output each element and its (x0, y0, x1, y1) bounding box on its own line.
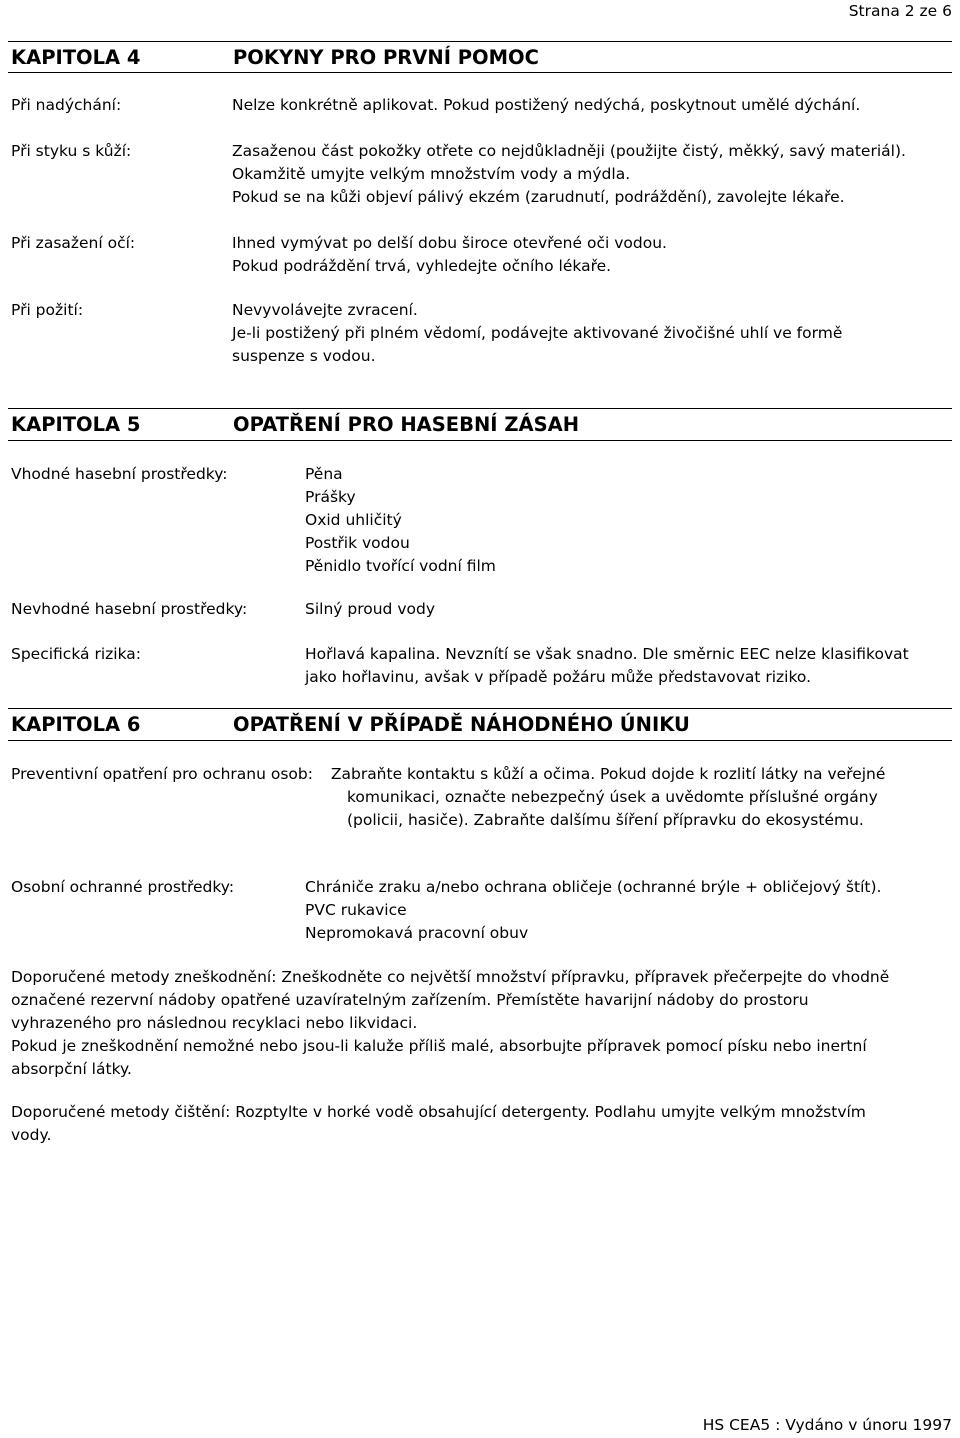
eye-contact-text: Ihned vymývat po delší dobu široce otevřené oči vodou. Pokud podráždění trvá, vyhledejte očního lékaře. (232, 234, 667, 275)
ingestion-text: Nevyvolávejte zvracení. Je-li postižený při plném vědomí, podávejte aktivované živočišné uhlí ve formě suspenze s vodou. (232, 301, 843, 365)
skin-contact-text: Zasaženou část pokožky otřete co nejdůkladněji (použijte čistý, měkký, savý materiál). Okamžitě umyjte velkým množstvím vody a mýdla. Pokud se na kůži objeví pálivý ekzém (zarudnutí, podráždění), zavolejte lékaře. (232, 142, 906, 206)
preventive-measures-first-line: Zabraňte kontaktu s kůží a očima. Pokud dojde k rozlití látky na veřejné (330, 765, 886, 783)
unsuitable-extinguishing-text: Silný proud vody (305, 600, 435, 618)
chapter-5-title: OPATŘENÍ PRO HASEBNÍ ZÁSAH (233, 413, 580, 436)
eye-contact-label: Při zasažení očí: (11, 234, 136, 252)
chapter-4-number: KAPITOLA 4 (11, 46, 141, 69)
cleaning-methods-text: Doporučené metody čištění: Rozptylte v horké vodě obsahující detergenty. Podlahu umyjte velkým množstvím vody. (11, 1103, 866, 1144)
inhalation-label: Při nadýchání: (11, 96, 122, 114)
chapter-6-number: KAPITOLA 6 (11, 713, 141, 736)
preventive-measures-row (11, 763, 885, 786)
chapter-5-number: KAPITOLA 5 (11, 413, 141, 436)
chapter-4-title: POKYNY PRO PRVNÍ POMOC (233, 46, 539, 69)
chapter-6-title: OPATŘENÍ V PŘÍPADĚ NÁHODNÉHO ÚNIKU (233, 713, 690, 736)
ingestion-label: Při požití: (11, 301, 84, 319)
disposal-methods-text: Doporučené metody zneškodnění: Zneškodněte co největší množství přípravku, přípravek přečerpejte do vhodně označené rezervní nádoby opatřené uzavíratelným zařízením. Přemístěte havarijní nádoby do prostoru vyhrazeného pro následnou recyklaci nebo likvidaci. Pokud je zneškodnění nemožné nebo jsou-li kaluže příliš malé, absorbujte přípravek pomocí písku nebo inertní absorpční látky. (11, 968, 890, 1078)
suitable-extinguishing-text: Pěna Prášky Oxid uhličitý Postřik vodou Pěnidlo tvořící vodní film (305, 465, 496, 575)
skin-contact-label: Při styku s kůží: (11, 142, 132, 160)
chapter-6-top-rule (8, 708, 952, 709)
personal-protection-label: Osobní ochranné prostředky: (11, 878, 235, 896)
chapter-5-bottom-rule (8, 440, 952, 441)
page-number: Strana 2 ze 6 (848, 2, 952, 20)
suitable-extinguishing-label: Vhodné hasební prostředky: (11, 465, 228, 483)
chapter-4-top-rule (8, 41, 952, 42)
preventive-measures-label: Preventivní opatření pro ochranu osob: (11, 765, 313, 783)
chapter-4-bottom-rule (8, 72, 952, 73)
chapter-6-bottom-rule (8, 740, 952, 741)
chapter-5-top-rule (8, 408, 952, 409)
specific-hazards-label: Specifická rizika: (11, 645, 142, 663)
preventive-measures-text: komunikaci, označte nebezpečný úsek a uvědomte příslušné orgány (policii, hasiče). Zabraňte dalšímu šíření přípravku do ekosystému. (347, 788, 878, 829)
inhalation-text: Nelze konkrétně aplikovat. Pokud postižený nedýchá, poskytnout umělé dýchání. (232, 96, 861, 114)
unsuitable-extinguishing-label: Nevhodné hasební prostředky: (11, 600, 248, 618)
specific-hazards-text: Hořlavá kapalina. Nevznítí se však snadno. Dle směrnic EEC nelze klasifikovat jako hořlavinu, avšak v případě požáru může představovat riziko. (305, 645, 909, 686)
document-footer: HS CEA5 : Vydáno v únoru 1997 (702, 1416, 952, 1434)
personal-protection-text: Chrániče zraku a/nebo ochrana obličeje (ochranné brýle + obličejový štít). PVC rukavice Nepromokavá pracovní obuv (305, 878, 882, 942)
